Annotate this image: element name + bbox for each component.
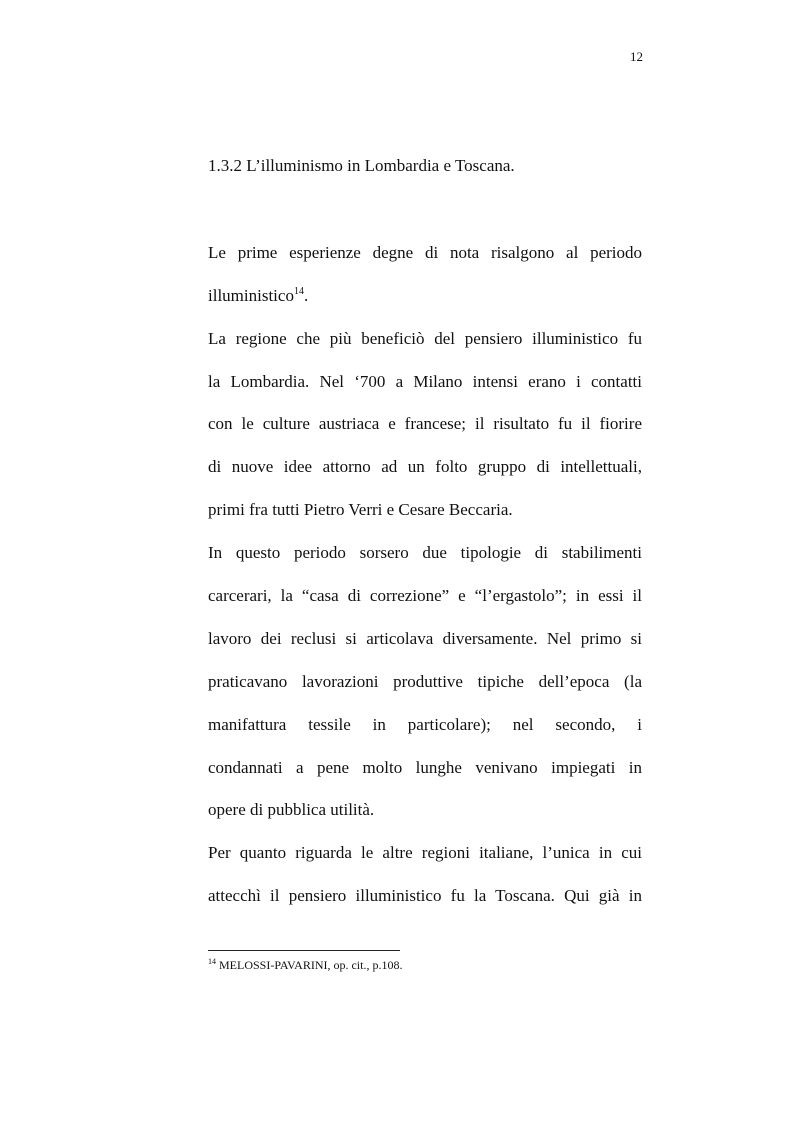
text-line [208, 285, 642, 307]
text-line: In questo periodo sorsero due tipologie di stabilimenti [208, 543, 642, 562]
text-line: condannati a pene molto lunghe venivano impiegati in [208, 758, 642, 777]
footnote-marker: 14 [208, 957, 216, 966]
text-line: manifattura tessile in particolare); nel secondo, i [208, 715, 642, 734]
text-line: opere di pubblica utilità. [208, 800, 375, 819]
footnote-reference: 14 [293, 286, 304, 297]
text-line: con le culture austriaca e francese; il risultato fu il fiorire [208, 414, 642, 433]
text-line: attecchì il pensiero illuministico fu la Toscana. Qui già in [208, 886, 642, 905]
text-line-punctuation: . [303, 286, 309, 305]
footnote-text: MELOSSI-PAVARINI, op. cit., p.108. [216, 958, 403, 972]
footnote-separator [208, 950, 400, 951]
text-line: Per quanto riguarda le altre regioni italiane, l’unica in cui [208, 843, 642, 862]
text-line: di nuove idee attorno ad un folto gruppo di intellettuali, [208, 457, 642, 476]
text-line: lavoro dei reclusi si articolava diversamente. Nel primo si [208, 629, 642, 648]
text-line: praticavano lavorazioni produttive tipiche dell’epoca (la [208, 672, 642, 691]
text-line: la Lombardia. Nel ‘700 a Milano intensi erano i contatti [208, 372, 642, 391]
section-heading: 1.3.2 L’illuminismo in Lombardia e Toscana. [208, 156, 515, 175]
footnote [208, 957, 402, 973]
text-line: carcerari, la “casa di correzione” e “l’ergastolo”; in essi il [208, 586, 642, 605]
page-number: 12 [630, 49, 643, 64]
text-line-content: illuministico [208, 286, 294, 305]
text-line: La regione che più beneficiò del pensiero illuministico fu [208, 329, 642, 348]
text-line: Le prime esperienze degne di nota risalgono al periodo [208, 243, 642, 262]
text-line: primi fra tutti Pietro Verri e Cesare Beccaria. [208, 500, 513, 519]
